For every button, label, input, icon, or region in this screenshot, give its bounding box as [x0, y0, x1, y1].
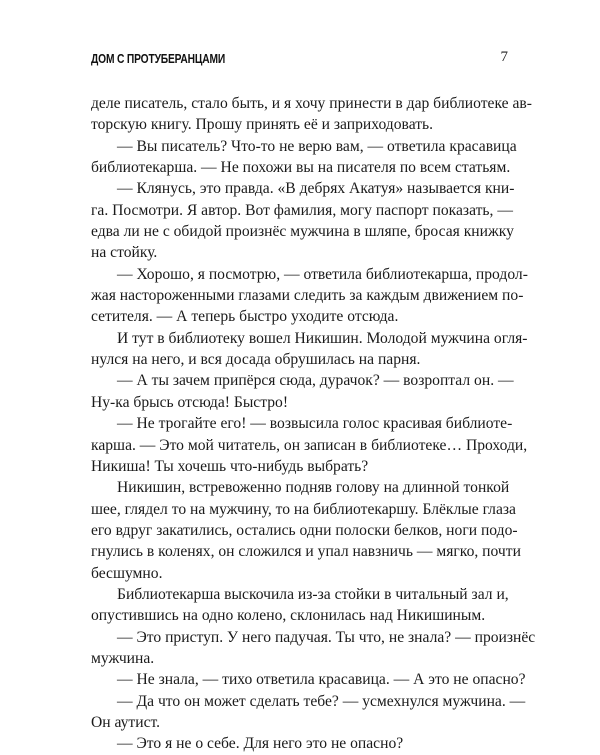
text-line: И тут в библиотеку вошел Никишин. Молодой мужчина огля- — [117, 329, 528, 347]
text-line: — Клянусь, это правда. «В дебрях Акатуя» называется кни- — [117, 180, 515, 198]
text-line: — Это я не о себе. Для него это не опасно? — [117, 735, 404, 753]
text-line: Библиотекарша выскочила из-за стойки в читальный зал и, — [117, 585, 509, 603]
text-line: на стойку. — [91, 244, 158, 262]
text-line: нулся на него, и вся досада обрушилась на парня. — [91, 351, 421, 369]
text-line: деле писатель, стало быть, и я хочу принести в дар библиотеке ав- — [91, 95, 532, 112]
text-line: торскую книгу. Прошу принять её и заприходовать. — [91, 116, 434, 134]
text-line: га. Посмотри. Я автор. Вот фамилия, могу паспорт показать, — — [91, 201, 513, 219]
text-line: опустившись на одно колено, склонилась над Никишиным. — [91, 607, 486, 625]
text-line: карша. — Это мой читатель, он записан в библиотеке… Проходи, — [91, 436, 528, 454]
running-title: ДОМ С ПРОТУБЕРАНЦАМИ — [91, 52, 226, 66]
text-line: мужчина. — [91, 649, 155, 667]
text-line: — Не трогайте его! — возвысила голос красивая библиоте- — [117, 415, 513, 433]
text-line: библиотекарша. — Не похожи вы на писателя по всем статьям. — [91, 159, 511, 177]
text-line: Никишин, встревоженно подняв голову на длинной тонкой — [117, 479, 510, 497]
text-line: едва ли не с обидой произнёс мужчина в шляпе, бросая книжку — [91, 223, 514, 241]
text-line: — Это приступ. У него падучая. Ты что, не знала? — произнёс — [117, 628, 536, 646]
text-line: Он аутист. — [91, 713, 161, 731]
text-line: — А ты зачем припёрся сюда, дурачок? — возроптал он. — — [117, 372, 514, 390]
text-line: — Не знала, — тихо ответила красавица. — А это не опасно? — [117, 671, 526, 689]
text-line: бесшумно. — [91, 564, 163, 582]
text-line: Ну-ка брысь отсюда! Быстро! — [91, 393, 289, 411]
text-line: — Да что он может сделать тебе? — усмехнулся мужчина. — — [117, 692, 526, 710]
page-number: 7 — [500, 49, 508, 65]
body-text — [91, 93, 536, 755]
text-line: Никиша! Ты хочешь что-нибудь выбрать? — [91, 457, 369, 475]
text-line: сетителя. — А теперь быстро уходите отсюда. — [91, 308, 399, 326]
text-line: гнулись в коленях, он сложился и упал навзничь — мягко, почти — [91, 543, 521, 561]
text-line: шее, глядел то на мужчину, то на библиотекаршу. Блёклые глаза — [91, 500, 516, 518]
text-line: жая настороженными глазами следить за каждым движением по- — [91, 287, 524, 305]
text-line: — Хорошо, я посмотрю, — ответила библиотекарша, продол- — [117, 265, 528, 283]
text-line: его вдруг закатились, остались одни полоски белков, ноги подо- — [91, 521, 518, 539]
text-line: — Вы писатель? Что-то не верю вам, — ответила красавица — [117, 137, 517, 155]
